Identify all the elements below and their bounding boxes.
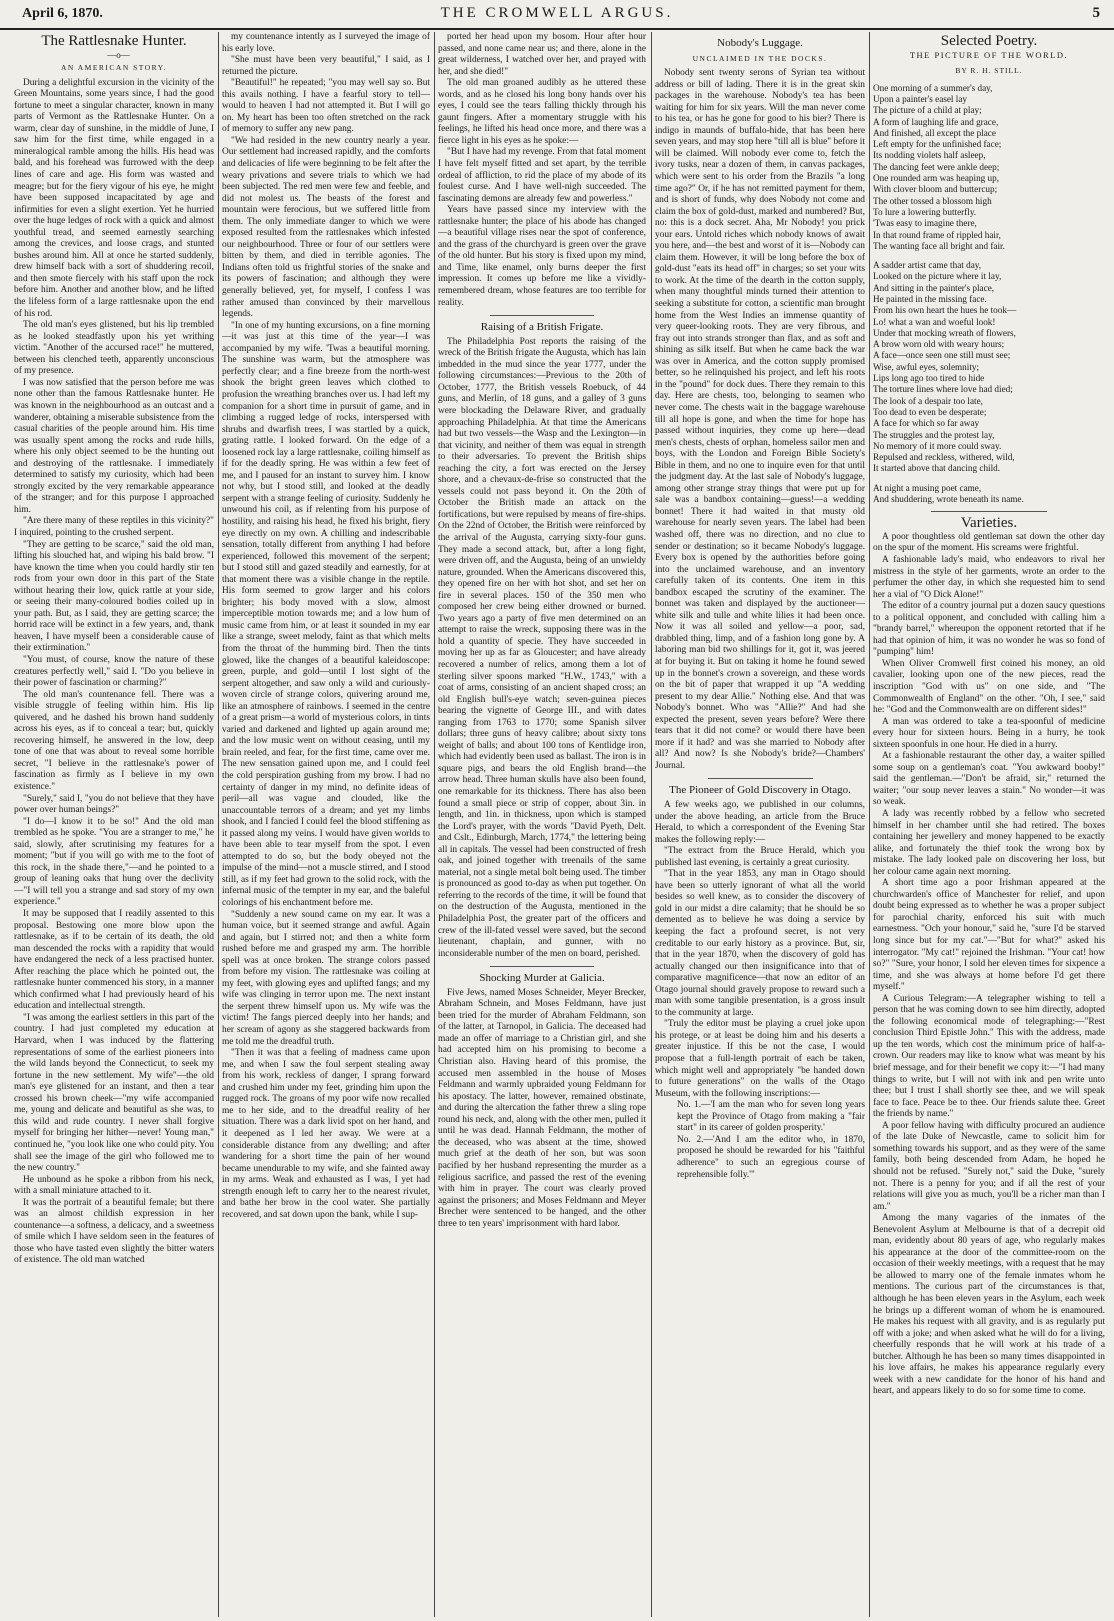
paragraph: "Then it was that a feeling of madness came upon me, and when I saw the foul serpent stealing away from his work, reckless of danger, I sprang forward and crushed him under my feet, grinding him upon the rugged rock. The groans of my poor wife now recalled me to her side, and to the dreadful reality of her situation. There was a dark livid spot on her hand, and it deepened as I led her away. We were at a considerable distance from any dwelling; and after wandering for a short time the pain of her wound became unendurable to my wife, and she fainted away in my arms. Weak and exhausted as I was, I yet had strength enough left to carry her to the nearest rivulet, and bathe her brow in the cool water. She partially recovered, and sat down upon the bank, while I sup-: [222, 1048, 430, 1220]
divider: [490, 315, 594, 316]
poem-line: And finished, all except the place: [873, 127, 996, 138]
paragraph: The Philadelphia Post reports the raising of the wreck of the British frigate the Augusta, which has lain imbedded in the mud since the year 1777, under the following circumstances:—Previous to the 20th of October, 1777, the British vessels Roebuck, of 44 guns, and Merlin, of 18 guns, and a galley of 3 guns were blockading the Delaware River, and gradually approaching Philadelphia. At that time the Americans had but two vessels—the Wasp and the Lexington—in that vicinity, and neither of them was equal in strength to their adversaries. To prevent the British ships reaching the city, a fort was erected on the Jersey shore, and a chevaux-de-frise so constructed that the vessels could not pass beyond it. On the 20th of October the British made an attack on the fortifications, but were repulsed by means of fire-ships. On the 22nd of October, the British were reinforced by the arrival of the Augusta, carrying sixty-four guns. They made a second attack, but, after a long fight, were driven off, and the Augusta, being of an unwieldy nature, grounded. When the Americans discovered this, they opened fire on her with hot shot, and set her on fire in several places. 150 of the 350 men who composed her crew being either drowned or burned. Two years ago a party of five men determined on an attempt to raise the wreck, supposing there was in the hold a quantity of specie. They have succeeded in moving her up as far as Gloucester; and have already recovered a number of relics, among them a lot of sterling silver spoons marked "H.W., 1743," with a coat of arms, consisting of an ancient shaped cross; an old English bull's-eye watch; seven-guinea pieces bearing the vignette of George III., and with dates ranging from 1763 to 1770; some Spanish silver dollars; three guns of heavy calibre; about sixty tons weight of balls; and about 100 tons of Kentlidge iron, which had evidently been used as ballast. The iron is in square pigs, and bears the old English brand—the arrow head. Three human skulls have also been found, one remarkable for its thickness. There has also been found a small piece or strip of copper, about 3in. in length, and 1in. in thickness, upon which is stamped the Lord's prayer, with the words "David Pyeth, Delt. and Cslt., Edinburgh, March, 1774," the lettering being all in capitals. The vessel had been constructed of fresh oak, and joined together with treenails of the same material, not a single metal bolt being used. The timber is pronounced as good to-day as when put together. On referring to the records of the time, it will be found that on the destruction of the Augusta, mentioned in the Philadelphia Post, the greater part of the officers and crew of the ill-fated vessel were saved, but the second lieutenant, chaplain, and gunner, with no inconsiderable number of the men on board, perished.: [438, 336, 646, 959]
poem-line: And sitting in the painter's place,: [873, 282, 995, 293]
paragraph: "Suddenly a new sound came on my ear. It was a human voice, but it seemed strange and awful. Again and again, but I stirred not; and then a white form rushed before me and grasped my arm. The horrible spell was at once broken. The strange colors passed from before my vision. The rattlesnake was coiling at my feet, with glowing eyes and uplifted fangs; and my wife was clinging in terror upon me. The next instant the serpent threw himself upon us. My wife was the victim! The fangs pierced deeply into her hands; and her scream of agony as she staggered backwards from me told me the dreadful truth.: [222, 909, 430, 1047]
article-title-gold: The Pioneer of Gold Discovery in Otago.: [669, 784, 851, 797]
poem-line: Repulsed and reckless, withered, wild,: [873, 452, 1015, 463]
paragraph: "You must, of course, know the nature of these creatures perfectly well," said I. "Do you believe in their power of fascination or charming?": [14, 654, 214, 689]
poem-line: In that round frame of rippled hair,: [873, 229, 1001, 240]
article-subtitle: AN AMERICAN STORY.: [60, 63, 168, 73]
paragraph: "I do—I know it to be so!" And the old man trembled as he spoke. "You are a stranger to me," he said, slowly, after scrutinising my features for a moment; "but if you will go with me to the foot of this rock, in the shade there,"—and he pointed to a group of leaning oaks that hung over the declivity—"I will tell you a strange and sad story of my own experience.": [14, 816, 214, 908]
paragraph: "Are there many of these reptiles in this vicinity?" I inquired, pointing to the crushed serpent.: [14, 516, 214, 538]
article-body-luggage: [655, 68, 865, 772]
poem-line: The wanting face all bright and fair.: [873, 240, 1005, 251]
paragraph: "Beautiful!" he repeated; "you may well say so. But this avails nothing. I have a fearful story to tell—would to heaven I had not attempted it. But I will go on. My heart has been too often stretched on the rack of memory to suffer any new pang.: [222, 78, 430, 135]
poem-line: With clover bloom and buttercup;: [873, 184, 998, 195]
stanza-gap: [873, 475, 1105, 483]
paragraph: A few weeks ago, we published in our columns, under the above heading, an article from the Bruce Herald, to which a correspondent of the Evening Star makes the following reply:—: [655, 800, 865, 845]
page-number: 5: [1092, 5, 1100, 21]
poem-line: Its nodding violets half asleep,: [873, 150, 986, 161]
paragraph: "But I have had my revenge. From that fatal moment I have felt myself fitted and set apart, by the terrible ordeal of affliction, to rid the place of my abode of its foulest curse. And I have well-nigh succeeded. The fascinating demons are already few and powerless.": [438, 147, 646, 204]
issue-date: April 6, 1870.: [22, 6, 103, 21]
poem-body: [873, 83, 1105, 506]
paragraph: A lady was recently robbed by a fellow who secreted himself in her chamber until she had retired. The boxes containing her jewellery and money happened to be exactly alike, and fortunately the thief took the wrong box by mistake. The lady looked pale on discovering her loss, but her colour came again next morning.: [873, 809, 1105, 877]
poem-line: A brow worn old with weary hours;: [873, 339, 1005, 350]
column-2: [222, 32, 430, 1617]
column-rule: [434, 32, 435, 1617]
poem-line: It started above that dancing child.: [873, 463, 1001, 474]
poem-line: One rounded arm was heaping up,: [873, 173, 1000, 184]
paragraph: my countenance intently as I surveyed the image of his early love.: [222, 32, 430, 54]
poem-title: THE PICTURE OF THE WORLD.: [909, 49, 1069, 60]
paragraph: During a delightful excursion in the vicinity of the Green Mountains, some years since, I had the good fortune to meet a singular character, known in many parts of Vermont as the Rattlesnake Hunter. On a warm, clear day of sunshine, in the middle of June, I saw him for the first time, while engaged in a mineralogical ramble among the hills. His head was bald, and his forehead was furrowed with the deep lines of care and age. His form was wasted and meagre; but for the fiery vigour of his eye, he might have been supposed incapacitated by age and infirmities for even a slight exertion. Yet he hurried over the huge ledges of rock with a quick and almost youthful tread, and seemed earnestly searching among the crevices, and loose crags, and stunted bushes around him. All at once he started suddenly, drew himself back with a sort of shuddering recoil, and then smote fiercely with his staff upon the rock before him. Another and another blow, and he lifted the lifeless form of a large rattlesnake upon the end of his rod.: [14, 77, 214, 319]
paragraph: "Surely," said I, "you do not believe that they have power over human beings?": [14, 793, 214, 816]
poem-line: Looked on the picture where it lay,: [873, 271, 1002, 282]
poem-line: The dancing feet were ankle deep;: [873, 161, 1000, 172]
article-title-luggage: Nobody's Luggage.: [717, 37, 803, 49]
paragraph: No. 1.—'I am the man who for seven long years kept the Province of Otago from making a "fair start" in its career of golden prosperity.': [677, 1100, 865, 1134]
paragraph: The old man groaned audibly as he uttered these words, and as he closed his long bony hands over his eyes, I could see the tears falling thickly through his gaunt fingers. After a momentary struggle with his feelings, he lifted his head once more, and there was a fierce light in his eyes as he spoke:—: [438, 78, 646, 146]
paragraph: A poor fellow having with difficulty procured an audience of the late Duke of Newcastle, came to solicit him for something towards his support, and as they were of the same family, both being descended from Adam, he hoped he should not be refused. "Surely not," said the Duke, "surely not. There is a penny for you; and if all the rest of your relations will give you as much, you'll be a richer man than I am.": [873, 1120, 1105, 1212]
paragraph: The old man's countenance fell. There was a visible struggle of feeling within him. His lip quivered, and he dashed his brown hand suddenly across his eyes, as if to conceal a tear; but, quickly recovering himself, he answered in the low, deep tone of one that was about to reveal some horrible secret, "I believe in the rattlesnake's power of fascination as firmly as I believe in my own existence.": [14, 689, 214, 792]
column-4: [655, 32, 865, 1617]
paragraph: "They are getting to be scarce," said the old man, lifting his slouched hat, and wiping his bald brow. "I have known the time when you could hardly stir ten rods from your own door in this part of the State without hearing their low, quick rattle at your side, or seeing their many-coloured bodies coiled up in your path. But, as I said, they are getting scarce; the horrid race will be extinct in a few years, and, thank heaven, I have myself been a considerable cause of their extirmination.": [14, 539, 214, 654]
poem-line: At night a musing poet came,: [873, 482, 982, 493]
article-title-murder: Shocking Murder at Galicia.: [479, 972, 605, 985]
poem-author: BY R. H. STILL.: [955, 66, 1023, 76]
column-3: [438, 32, 646, 1617]
divider: [931, 511, 1047, 512]
article-body-gold: [655, 800, 865, 1100]
stanza-gap: [873, 252, 1105, 260]
paragraph: "That in the year 1853, any man in Otago should have been so utterly ignorant of what all the world besides so well knew, as to consider the discovery of gold in our midst a dire calamity; that he should be so demented as to believe he was doing a service by keeping the fact a profound secret, is not very creditable to our early history as a province. But, sir, that in the year 1870, when the discovery of gold has actually changed our then insignificance into that of comparative magnificence—that now an editor of an Otago journal should gravely propose to reward such a man with some tangible presentation, is a gross insult to the community at large.: [655, 869, 865, 1018]
paragraph: Nobody sent twenty serons of Syrian tea without address or bill of lading. There it is in the great skin packages in the warehouse. Nobody's tea has been waiting for him for six years. Will the man never come to his tea, or has he gone for good to his bier? There is indigo in maunds of buffalo-hide, that has been here seven years, and may stop here "till all is blue" before it will be claimed. Will nobody ever come to, fetch the ivory tusks, near a dozen of them, in canvas packages, which were sent to his order from the Brazils "a long time ago?" Or, if he has not remitted payment for them, and is short of funds, why does Nobody not come and claim the box of gold-dust, marked and numbered? But, no: this is a dock secret. Aha, Mr Nobody! you prick your ears. Untold riches which nobody knows of await you here, and—the best and worst of it is—Nobody can claim them. However, it will be long before the box of gold-dust "eats its head off" in charges; so set your wits to work. At the time of the dearth in the cotton supply, when many thoughtful minds turned their attention to seeking a substitute for cotton, a scientific man brought home from the West Indies an immense quantity of very queer-looking roots. They are very fibrous, and fray out into strands stronger than flax, and as soft and shining as silk itself. But when he came back the war was over in America, and the cotton supply promised better, so he relinquished his project, and left his roots in the "pound" for dock dues. There they remain to this day. Here are chests, too, belonging to seamen who never come. The chests wait in the baggage warehouse till all hope is gone, and when the time for hope has passed without inquiries, they come up here—dead men's chests, chests of orphan, homeless sailor men and boys, with the London and Foreign Bible Society's Bible in them, and no one to inquire even for that until the judgment day. At the last sale of Nobody's luggage, among other strange stray things that were put up for sale was a bandbox containing—guess!—a wedding bonnet! There it had waited in that musty old warehouse for nearly seven years. The label had been washed off, there was no direction, and no clue to sender or destination; so it became Nobody's luggage. Every box is opened by the authorities before going into the unclaimed warehouse, and an inventory carefully taken of its contents. One item in this bandbox escaped the scrutiny of the examiner. The bonnet was taken and displayed by the auctioneer—white silk and tulle and white lilies it had been once. Now it was all soiled and yellow—a poor, sad, drabbled thing, limp, and of a fashion long gone by. A laboring man bid two shillings for it, got it, was jeered at for buying it. But on taking it home he found sewed up in the bonnet's crown a sovereign, and these words on the bit of paper that wrapped it up "A wedding present to my dear Allie." Nothing else. And that was Nobody's bonnet. Who was "Allie?" And had she expected the present, seven years before? Were there tears that it did not come? or would there have been more if it had? and was she married to Nobody after all? And now? Is she Nobody's bride?—Chambers' Journal.: [655, 68, 865, 771]
article-body-rattlesnake-continued: [222, 32, 430, 1221]
poem-line: A sadder artist came that day,: [873, 260, 982, 271]
article-body-frigate: [438, 337, 646, 961]
section-title-varieties: Varieties.: [960, 515, 1018, 532]
poem-line: One morning of a summer's day,: [873, 82, 993, 93]
poem-line: A form of laughing life and grace,: [873, 116, 999, 127]
poem-line: Wise, awful eyes, solemnity;: [873, 361, 980, 372]
newspaper-title: THE CROMWELL ARGUS.: [440, 5, 674, 21]
article-body-rattlesnake: [14, 78, 214, 1267]
poem-line: A face—once seen one still must see;: [873, 350, 1011, 361]
poem-line: Lo! what a wan and woeful look!: [873, 316, 996, 327]
article-title-frigate: Raising of a British Frigate.: [480, 321, 604, 334]
poem-line: Under that mocking wreath of flowers,: [873, 327, 1016, 338]
paragraph: A short time ago a poor Irishman appeared at the churchwarden's office of Manchester for relief, and upon doubt being expressed as to whether he was a proper subject for parochial charity, enforced his suit with much earnestness. "Och your honour," said he, "sure I'd be starved long since but for my cat."—"But for what?" asked his interrogator. "My cat!" rejoined the Irishman. "Your cat! how so?" "Sure, your honor, I sold her eleven times for sixpence a time, and she was always at home before I'd get there myself.": [873, 878, 1105, 993]
paragraph: Among the many vagaries of the inmates of the Benevolent Asylum at Melbourne is that of a decrepit old man, evidently about 80 years of age, who regularly makes his appearance at the door of the committee-room on the occasion of their weekly meetings, with a request that he may be allowed to marry one of the female inmates whom he mentions. The curious part of the circumstances is that, although he has been eleven years in the Asylum, each week he brings up a different woman of whom he is enamoured. He makes his request with all gravity, and is as regularly put off with a joke; and when asked what he will do for a living, cheerfully responds that he will work at his trade of a butcher. Although he has been so many times disappointed in his love affairs, he makes his appearance regularly every week with a new candidate for the honor of his hand and heart, and appears likely to do so for some time to come.: [873, 1213, 1105, 1397]
paragraph: Five Jews, named Moses Schneider, Meyer Brecker, Abraham Schnein, and Moses Feldmann, have just been tried for the murder of Abraham Feldmann, son of the latter, at Tarnopol, in Galicia. The deceased had made an offer of marriage to a Christian girl, and she had accepted him on his promising to become a Christian also. Having heard of this promise, the accused men assembled in the house of Moses Feldmann and warmly upbraided young Feldmann for his apostacy. The latter, however, remained obstinate, and during the altercation the father threw a sling rope round his neck, and, along with the other men, pulled it until he was dead. Hannah Feldmann, the mother of the deceased, who was absent at the time, showed much grief at the death of her son, but was soon pacified by her husband representing the murder as a religious sacrifice, and passed the rest of the evening with him in prayer. The court was clearly proved against the prisoners; and Moses Feldmann and Meyer Brecher were sentenced to be hanged, and the other three to ten years' imprisonment with hard labor.: [438, 987, 646, 1229]
article-body-murder: [438, 988, 646, 1230]
section-title-poetry: Selected Poetry.: [940, 33, 1038, 49]
paragraph: The old man's eyes glistened, but his lip trembled as he looked steadfastly upon his yet writhing victim. "Another of the accursed race!" he muttered, between his clenched teeth, apparently unconscious of my presence.: [14, 320, 214, 377]
divider: [490, 966, 594, 967]
poem-line: And shuddering, wrote beneath its name.: [873, 494, 1024, 505]
paragraph: Years have passed since my interview with the rattlesnake hunter; the place of his abode has changed—a beautiful village rises near the spot of conference, and the grass of the churchyard is green over the grave of the old hunter. But his story is fixed upon my mind, and Time, like enamel, only burns deeper the first impression. It comes up before me like a vividly-remembered dream, whose features are too terrible for reality.: [438, 205, 646, 308]
ornament-divider: —o—: [107, 49, 130, 60]
article-subtitle: UNCLAIMED IN THE DOCKS.: [692, 53, 828, 63]
poem-line: Left empty for the unfinished face;: [873, 139, 1002, 150]
poem-line: The struggles and the protest lay,: [873, 429, 995, 440]
poem-line: The torture lines where love had died;: [873, 384, 1013, 395]
column-rule: [218, 32, 219, 1617]
paragraph: "In one of my hunting excursions, on a fine morning—it was just at this time of the year—I was accompanied by my wife. 'Twas a beautiful morning. The sunshine was warm, but the atmosphere was perfectly clear; and a fine breeze from the north-west shook the bright green leaves which clothed to profusion the wreathing branches over us. I had left my companion for a short time in pursuit of game, and in climbing a rugged ledge of rocks, interspersed with shrubs and dwarfish trees, I was startled by a quick, grating rattle. I looked forward. On the edge of a loosened rock lay a large rattlesnake, coiling himself as if for the deadly spring. He was within a few feet of me, and I paused for an instant to survey him. I know not why, but I stood still, and looked at the deadly serpent with a strange feeling of curiosity. Suddenly he unwound his coil, as if relenting from his purpose of hostility, and raising his head, he fixed his bright, fiery eye directly on my own. A chilling and indescribable sensation, totally different from anything I had before experienced, followed this movement of the serpent; but I stood still and gazed steadily and earnestly, for at that moment there was a visible change in the reptile. His form seemed to grow larger and his colors brighter; his body moved with a slow, almost imperceptible motion towards me; and a low hum of music came from him, or at least it sounded in my ear like a strange, sweet melody, faint as that which melts from the throat of the humming bird. Then the tints glowed, like the changes of a beautiful kaleidoscope: green, purple, and gold—until I lost sight of the serpent altogether, and saw only a wild and curiously-woven circle of strange colors, quivering around me, like an atmosphere of rainbows. I seemed in the centre of a great prism—a world of mysterious colors, in tints varied and darkened and lighted up again around me; and the low music went on without ceasing, until my brain reeled, and fear, for the first time, came over me. The new sensation gained upon me, and I could feel the cold perspiration gushing from my brow. I had no certainty of danger in my mind, no definite ideas of peril—all was vague and clouded, like the unaccountable terrors of a dream; and yet my limbs shook, and I fancied I could feel the blood stiffening as it passed along my veins. I would have given worlds to have been able to tear myself from the spot. I even attempted to do so, but the body obeyed not the impulse of the mind—not a muscle stirred, and I stood still, as if my feet had grown to the solid rock, with the infernal music of the tempter in my ear, and the baleful colorings of his enchantment before me.: [222, 320, 430, 909]
poem-line: Lips long ago too tired to hide: [873, 373, 985, 384]
paragraph: "Truly the editor must be playing a cruel joke upon his protege, or at least be doing him and his deserts a greater injustice. If this be not the case, I would propose that a full-length portrait of each be taken, which might well and appropriately "be handed down to future generations" on the walls of the Otago Museum, with the following inscriptions:—: [655, 1019, 865, 1099]
poem-line: Upon a painter's easel lay: [873, 93, 968, 104]
paragraph: A poor thoughtless old gentleman sat down the other day on the spur of the moment. His screams were frightful.: [873, 531, 1105, 554]
paragraph: "The extract from the Bruce Herald, which you published last evening, is certainly a great curiosity.: [655, 846, 865, 868]
paragraph: He unbound as he spoke a ribbon from his neck, with a small miniature attached to it.: [14, 1174, 214, 1197]
varieties-body: [873, 532, 1105, 1398]
poem-line: The other tossed a blossom high: [873, 195, 992, 206]
paragraph: "I was among the earliest settlers in this part of the country. I had just completed my education at Harvard, when I was induced by the flattering representations of some of the earliest pioneers into the wild lands beyond the Connecticut, to seek my fortune in the new settlement. My wife"—the old man's eye glistened for an instant, and then a tear crossed his brown cheek—"my wife accompanied me, young and delicate and beautiful as she was, to this wild and rude country. I never shall forgive myself for bringing her hither—never! Young man," continued he, "you look like one who could pity. You shall see the image of the girl who followed me to the new country.": [14, 1012, 214, 1174]
paragraph: ported her head upon my bosom. Hour after hour passed, and none came near us; and there, alone in the great wilderness, I watched over her, and prayed with her, and she died!": [438, 32, 646, 77]
divider: [708, 778, 813, 779]
paragraph: I was now satisfied that the person before me was none other than the famous Rattlesnake hunter. He was known in the neighbourhood as an outcast and a wanderer, obtaining a miserable subsistence from the casual charities of the people around him. His time was usually spent among the rocks and rude hills, where his only object seemed to be the hunting out and destroying of the rattlesnake. I immediately determined to satisfy my curiosity, which had been strongly excited by the very remarkable appearance of the stranger; and for this purpose I approached him.: [14, 377, 214, 515]
article-title-rattlesnake: The Rattlesnake Hunter.: [41, 33, 187, 49]
paragraph: No. 2.—'And I am the editor who, in 1870, proposed he should be rewarded for his "faithful adherence" to such an egregious course of reprehensible folly.'": [677, 1134, 865, 1180]
poem-line: 'Twas easy to imagine there,: [873, 218, 977, 229]
masthead: [0, 0, 1114, 30]
paragraph: A Curious Telegram:—A telegrapher wishing to tell a person that he was coming down to see him directly, adopted the following economical mode of telegraphing:—"Rest conclusion Third Epistle John." This with the address, made up the ten words, which cost the minimum price of half-a-crown. Our readers may like to know what was meant by his brief message, and for their benefit we copy it:—"I had many things to write, but I will not with ink and pen write unto thee; but I trust I shall shortly see thee, and we will speak face to face. Peace be to thee. Our friends salute thee. Greet the friends by name.": [873, 993, 1105, 1120]
paragraph: It may be supposed that I readily assented to this proposal. Bestowing one more blow upon the rattlesnake, as if to be certain of its death, the old man descended the rocks with a rapidity that would have endangered the neck of a less practised hunter. After reaching the place which he pointed out, the rattlesnake hunter commenced his story, in a manner which confirmed what I had previously heard of his education and intellectual strength.: [14, 909, 214, 1012]
poem-line: The picture of a child at play;: [873, 105, 982, 116]
column-1: [14, 32, 214, 1617]
inscription-list: [655, 1100, 865, 1181]
poem-line: To lure a lowering butterfly.: [873, 206, 977, 217]
poem-line: From his own heart the hues he took—: [873, 305, 1017, 316]
paragraph: A fashionable lady's maid, who endeavors to rival her mistress in the style of her garments, wrote an order to the perfumer the other day, in which she requested him to send her a vial of "O Dick Alone!": [873, 554, 1105, 600]
paragraph: "She must have been very beautiful," I said, as I returned the picture.: [222, 55, 430, 77]
poem-line: Too dead to even be desperate;: [873, 406, 987, 417]
paragraph: A man was ordered to take a tea-spoonful of medicine every hour for sixteen hours. Being in a hurry, he took sixteen spoonfuls in one hour. He died in a hurry.: [873, 716, 1105, 750]
article-body-rattlesnake-end: [438, 32, 646, 309]
paragraph: When Oliver Cromwell first coined his money, an old cavalier, looking upon one of the new pieces, read the inscription "God with us" on one side, and "The Commonwealth of England" on the other. "Oh, I see," said he: "God and the Commonwealth are on different sides!": [873, 658, 1105, 716]
column-rule: [651, 32, 652, 1617]
paragraph: "We had resided in the new country nearly a year. Our settlement had increased rapidly, and the comforts and delicacies of life were beginning to be felt after the weary privations and severe trials to which we had been subjected. The red men were few and feeble, and did not molest us. The beasts of the forest and mountain were ferocious, but we suffered little from them. The only immediate danger to which we were exposed resulted from the rattlesnakes which infested our neighbourhood. Three or four of our settlers were bitten by them, and died in terrible agonies. The Indians often told us frightful stories of the snake and its powers of fascination; and although they were generally believed, yet, for myself, I confess I was rather amused than convinced by their marvellous legends.: [222, 135, 430, 320]
paragraph: At a fashionable restaurant the other day, a waiter spilled some soup on a gentleman's coat. "You awkward booby!" said the gentleman.—"Don't be afraid, sir," returned the waiter; "our soup never leaves a stain." No wonder—it was so weak.: [873, 751, 1105, 808]
column-5: [873, 32, 1105, 1617]
poem-line: No memory of it more could sway.: [873, 440, 1002, 451]
poem-line: He painted in the missing face.: [873, 293, 987, 304]
paragraph: It was the portrait of a beautiful female; but there was an almost childish expression in her countenance—a softness, a delicacy, and a sweetness of smile which I have seldom seen in the features of those who have tasted even slightly the bitter waters of existence. The old man watched: [14, 1197, 214, 1266]
paragraph: The editor of a country journal put a dozen saucy questions to a political opponent, and concluded with calling him a "brandy barrel," whereupon the opponent retorted that if he had that opinion of him, it was no wonder he was so fond of "pumping" him!: [873, 601, 1105, 658]
poem-line: A face for which so far away: [873, 418, 980, 429]
column-rule: [869, 32, 870, 1617]
poem-line: The look of a despair too late,: [873, 395, 983, 406]
